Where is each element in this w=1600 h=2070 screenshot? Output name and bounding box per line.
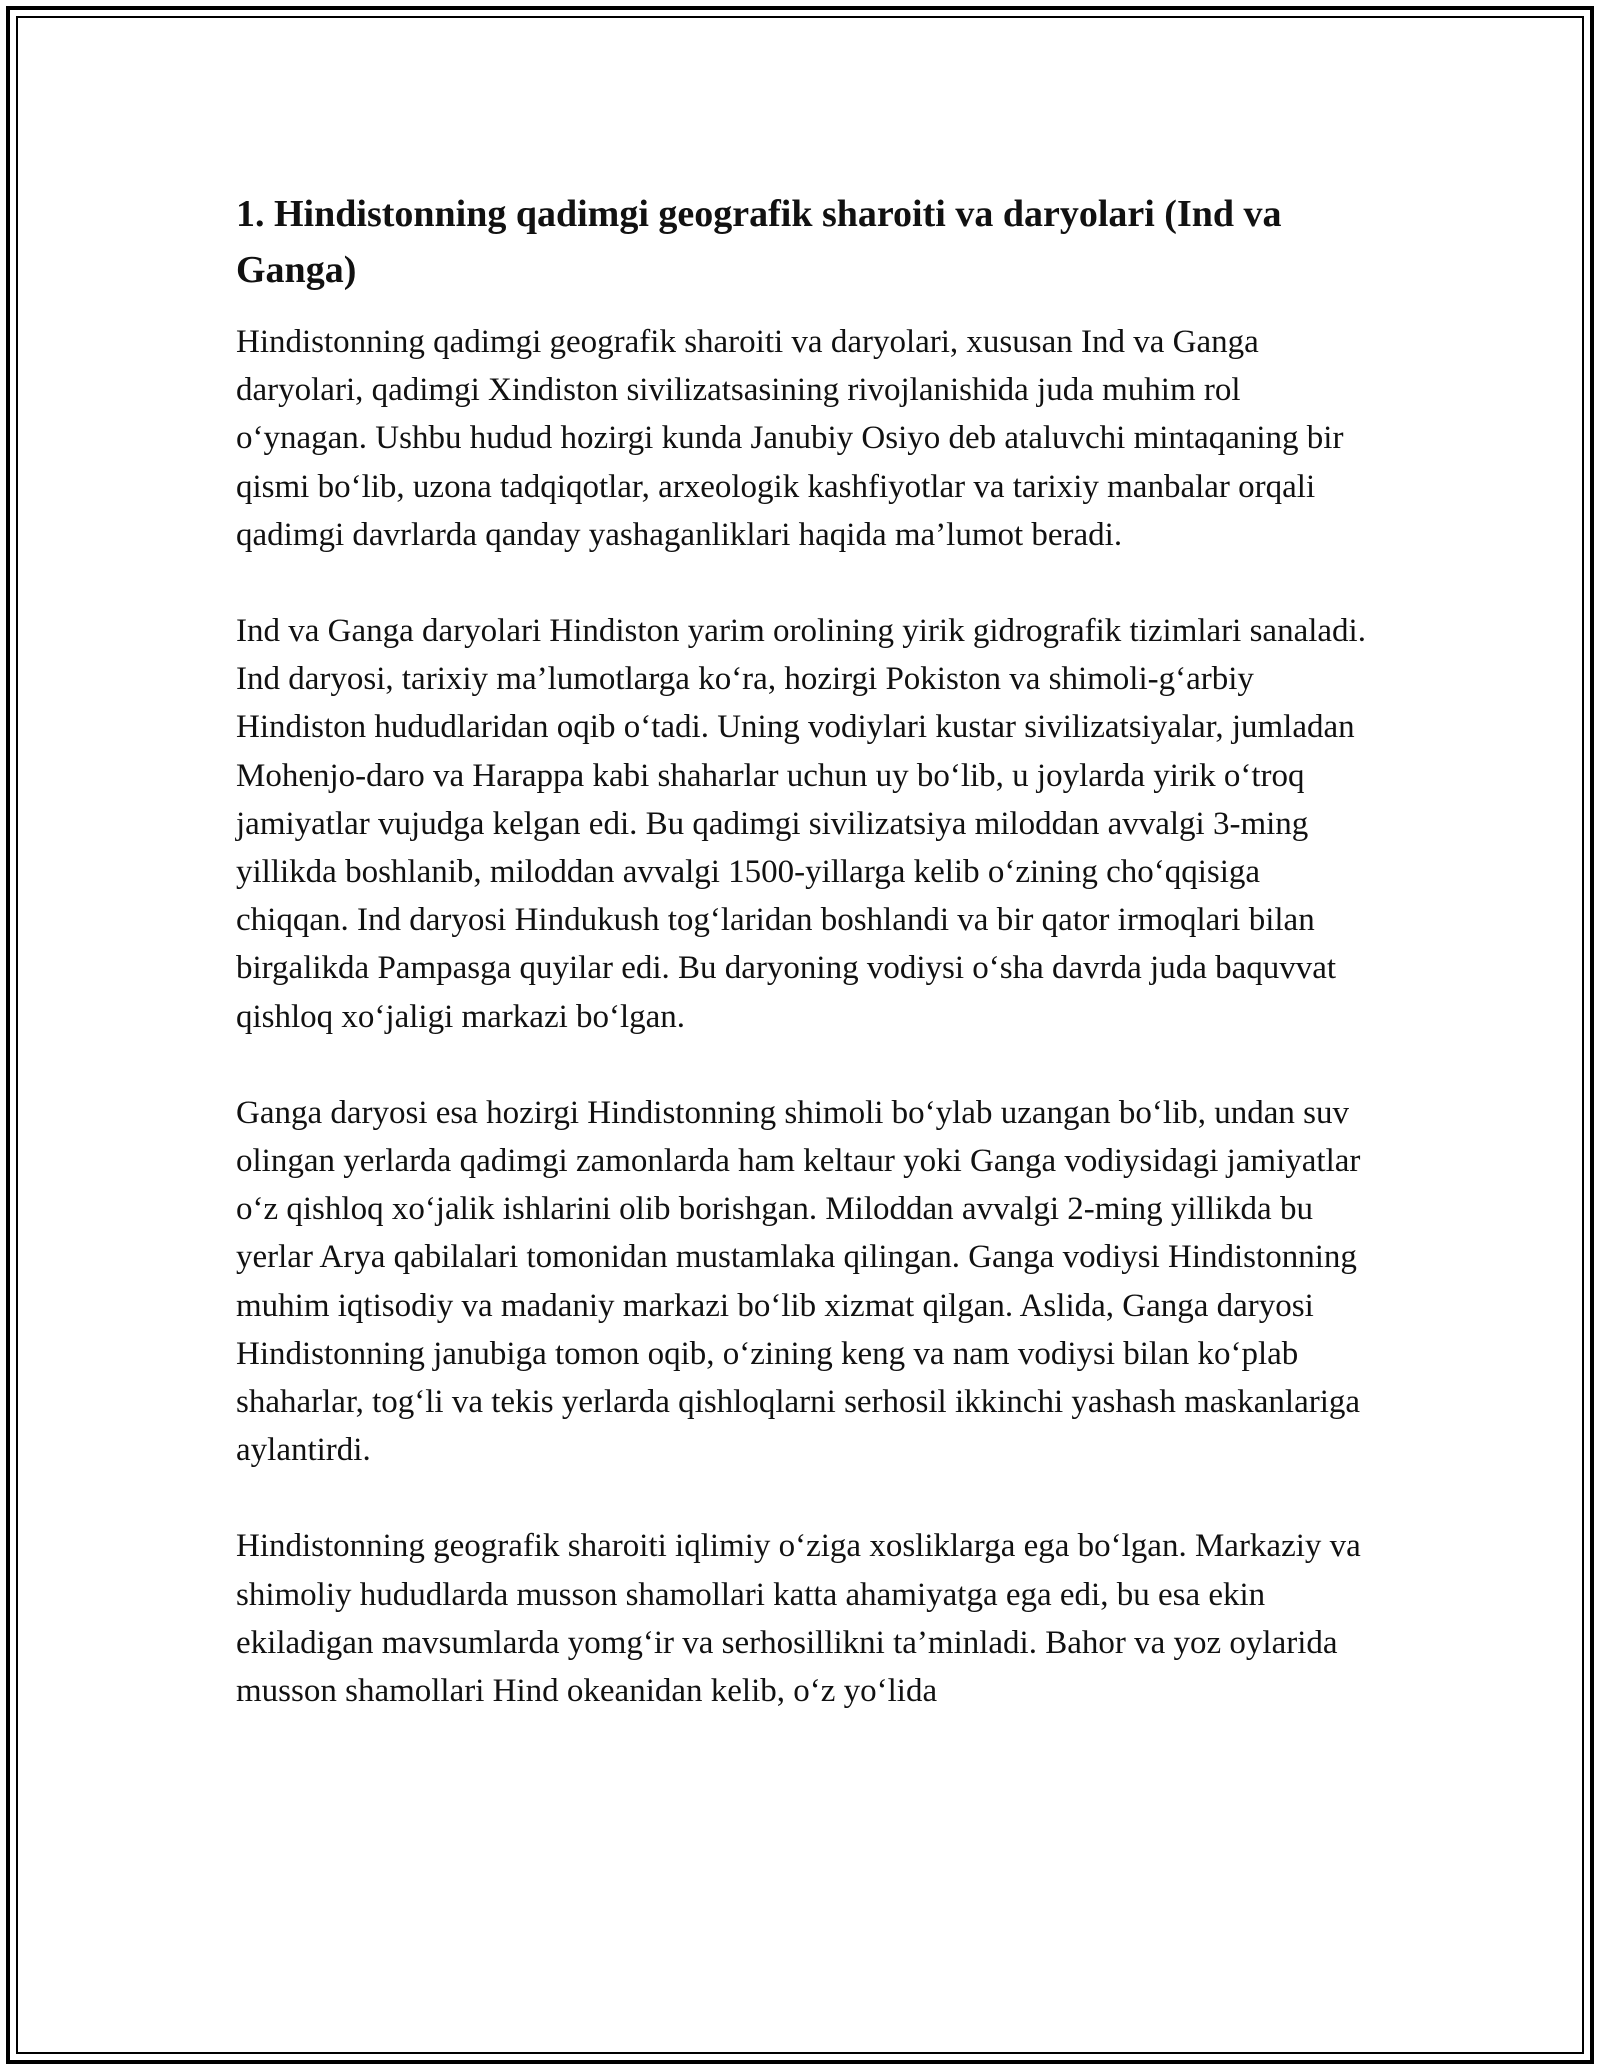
section-heading: 1. Hindistonning qadimgi geografik sharoiti va daryolari (Ind va Ganga) bbox=[236, 193, 1282, 291]
paragraph-2: Ind va Ganga daryolari Hindiston yarim orolining yirik gidrografik tizimlari sanaladi. Ind daryosi, tarixiy ma’lumotlarga ko‘ra, hozirgi Pokiston va shimoli-g‘arbiy Hindiston hududlaridan oqib o‘tadi. Uning vodiylari kustar sivilizatsiyalar, jumladan Mohenjo-daro va Harappa kabi shaharlar uchun uy bo‘lib, u joylarda yirik o‘troq jamiyatlar vujudga kelgan edi. Bu qadimgi sivilizatsiya miloddan avvalgi 3-ming yillikda boshlanib, miloddan avvalgi 1500-yillarga kelib o‘zining cho‘qqisiga chiqqan. Ind daryosi Hindukush tog‘laridan boshlandi va bir qator irmoqlari bilan birgalikda Pampasga quyilar edi. Bu daryoning vodiysi o‘sha davrda juda baquvvat qishloq xo‘jaligi markazi bo‘lgan. bbox=[236, 613, 1366, 1035]
paragraph-3: Ganga daryosi esa hozirgi Hindistonning shimoli bo‘ylab uzangan bo‘lib, undan suv olingan yerlarda qadimgi zamonlarda ham keltaur yoki Ganga vodiysidagi jamiyatlar o‘z qishloq xo‘jalik ishlarini olib borishgan. Miloddan avvalgi 2-ming yillikda bu yerlar Arya qabilalari tomonidan mustamlaka qilingan. Ganga vodiysi Hindistonning muhim iqtisodiy va madaniy markazi bo‘lib xizmat qilgan. Aslida, Ganga daryosi Hindistonning janubiga tomon oqib, o‘zining keng va nam vodiysi bilan ko‘plab shaharlar, tog‘li va tekis yerlarda qishloqlarni serhosil ikkinchi yashash maskanlariga aylantirdi. bbox=[236, 1094, 1361, 1469]
paragraph-1: Hindistonning qadimgi geografik sharoiti va daryolari, xususan Ind va Ganga daryolari, qadimgi Xindiston sivilizatsasining rivojlanishida juda muhim rol o‘ynagan. Ushbu hudud hozirgi kunda Janubiy Osiyo deb ataluvchi mintaqaning bir qismi bo‘lib, uzona tadqiqotlar, arxeologik kashfiyotlar va tarixiy manbalar orqali qadimgi davrlarda qanday yashaganliklari haqida ma’lumot beradi. bbox=[236, 324, 1344, 553]
paragraph-4: Hindistonning geografik sharoiti iqlimiy o‘ziga xosliklarga ega bo‘lgan. Markaziy va shimoliy hududlarda musson shamollari katta ahamiyatga ega edi, bu esa ekin ekiladigan mavsumlarda yomg‘ir va serhosillikni ta’minladi. Bahor va yoz oylarida musson shamollari Hind okeanidan kelib, o‘z yo‘lida bbox=[236, 1528, 1361, 1710]
document-body bbox=[236, 186, 1366, 1763]
